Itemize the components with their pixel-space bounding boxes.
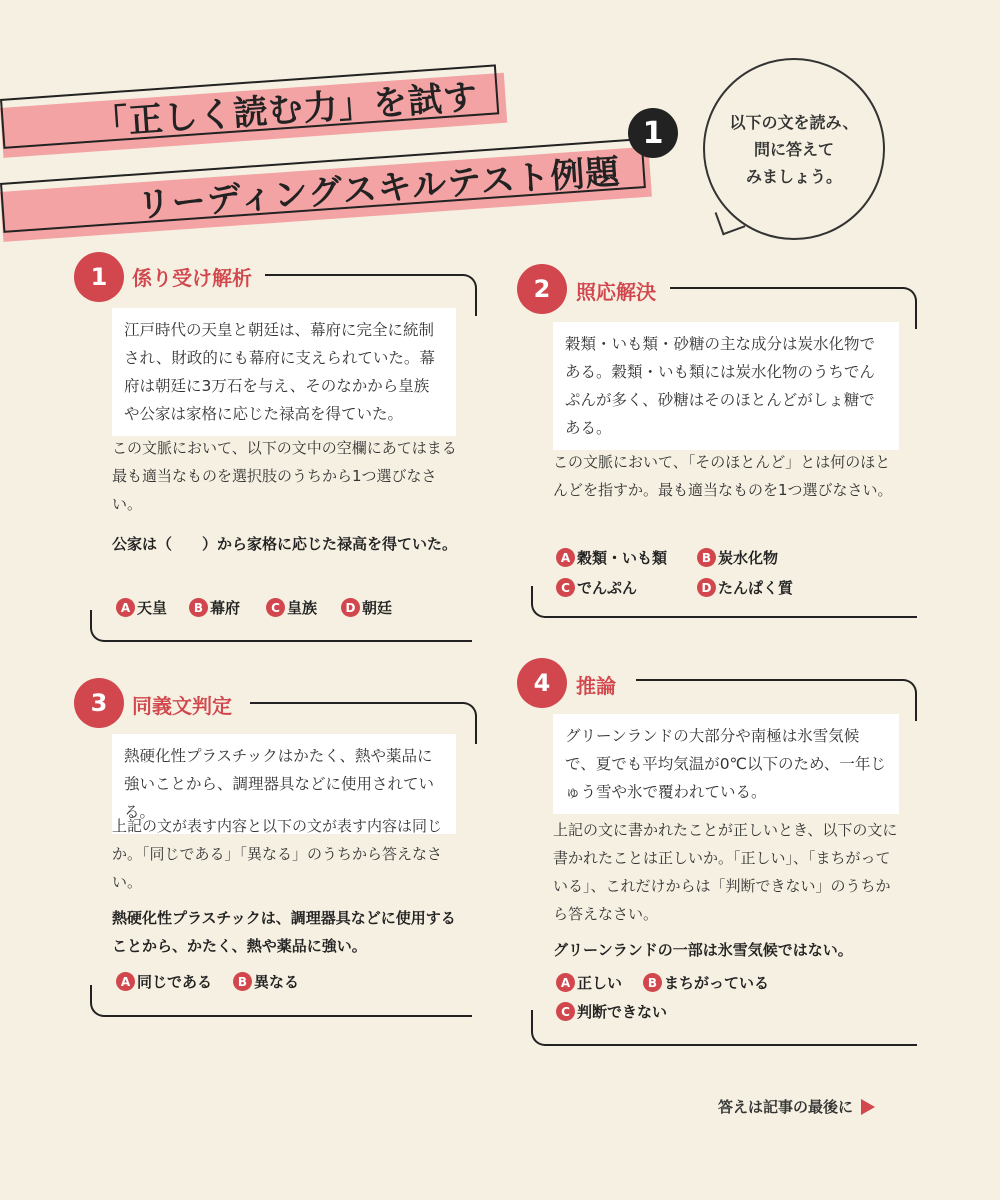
q2-option-d-text: たんぱく質	[718, 579, 794, 597]
q3-statement: 熱硬化性プラスチックは、調理器具などに使用することから、かたく、熱や薬品に強い。	[112, 909, 456, 955]
q1-title: 係り受け解析	[132, 266, 252, 290]
header-line-1: 「正しく読む力」を試す	[92, 77, 480, 144]
q3-option-a-badge: A	[116, 972, 135, 991]
q1-question: この文脈において、以下の文中の空欄にあてはまる最も適当なものを選択肢のうちから1つ選びなさい。	[112, 439, 457, 513]
q1-option-d-text: 朝廷	[362, 599, 393, 617]
q3-option-b-text: 異なる	[254, 973, 300, 991]
q3-option-a-text: 同じである	[137, 973, 213, 991]
q3-number: 3	[74, 678, 124, 728]
q3-option-b[interactable]	[233, 971, 299, 992]
intro-bubble	[703, 58, 885, 240]
q4-option-c[interactable]	[556, 1001, 667, 1022]
q4-option-b-text: まちがっている	[664, 974, 770, 992]
q4-option-b[interactable]	[643, 972, 769, 993]
header-line-2: リーディングスキルテスト例題	[135, 152, 622, 226]
q1-option-b[interactable]	[189, 597, 240, 618]
q2-option-a[interactable]	[556, 547, 667, 568]
q4-question: 上記の文に書かれたことが正しいとき、以下の文に書かれたことは正しいか。「正しい」、「まちがっている」、これだけからは「判断できない」のうちから答えなさい。	[553, 821, 898, 923]
q2-title: 照応解決	[576, 280, 656, 304]
q4-statement: グリーンランドの一部は氷雪気候ではない。	[553, 941, 853, 959]
q4-option-b-badge: B	[643, 973, 662, 992]
q3-title: 同義文判定	[132, 694, 232, 718]
q3-passage: 熱硬化性プラスチックはかたく、熱や薬品に強いことから、調理器具などに使用されている。	[112, 734, 456, 834]
q2-option-b-text: 炭水化物	[718, 549, 779, 567]
q4-option-a-text: 正しい	[577, 974, 623, 992]
q4-passage: グリーンランドの大部分や南極は氷雪気候で、夏でも平均気温が0℃以下のため、一年じゅう雪や氷で覆われている。	[553, 714, 899, 814]
q1-option-b-text: 幕府	[210, 599, 241, 617]
q1-option-c-text: 皇族	[287, 599, 318, 617]
play-arrow-icon	[861, 1099, 875, 1115]
q2-option-c-text: でんぷん	[577, 579, 638, 597]
q3-question: 上記の文が表す内容と以下の文が表す内容は同じか。「同じである」「異なる」のうちから答えなさい。	[112, 817, 443, 891]
q4-option-a[interactable]	[556, 972, 622, 993]
q3-option-a[interactable]	[116, 971, 212, 992]
q2-option-d-badge: D	[697, 578, 716, 597]
q4-option-a-badge: A	[556, 973, 575, 992]
q1-statement: 公家は（ ）から家格に応じた禄高を得ていた。	[112, 535, 458, 553]
q1-option-a-badge: A	[116, 598, 135, 617]
q1-option-a[interactable]	[116, 597, 167, 618]
q1-option-c-badge: C	[266, 598, 285, 617]
q1-option-c[interactable]	[266, 597, 317, 618]
answers-footer-text: 答えは記事の最後に	[718, 1098, 854, 1116]
q2-option-c[interactable]	[556, 577, 637, 598]
q2-option-a-text: 穀類・いも類	[577, 549, 668, 567]
q1-option-b-badge: B	[189, 598, 208, 617]
q2-question: この文脈において、「そのほとんど」とは何のほとんどを指すか。最も適当なものを1つ選びなさい。	[553, 453, 893, 499]
header-number-badge: 1	[628, 108, 678, 158]
q2-passage: 穀類・いも類・砂糖の主な成分は炭水化物である。穀類・いも類には炭水化物のうちでんぷんが多く、砂糖はそのほとんどがしょ糖である。	[553, 322, 899, 450]
q1-option-d[interactable]	[341, 597, 392, 618]
q2-number: 2	[517, 264, 567, 314]
q2-option-b[interactable]	[697, 547, 778, 568]
intro-bubble-text: 以下の文を読み、 問に答えて みましょう。	[729, 112, 859, 186]
q3-option-b-badge: B	[233, 972, 252, 991]
answers-footer-link[interactable]	[718, 1096, 875, 1117]
q4-option-c-badge: C	[556, 1002, 575, 1021]
q1-passage: 江戸時代の天皇と朝廷は、幕府に完全に統制され、財政的にも幕府に支えられていた。幕府は朝廷に3万石を与え、そのなかから皇族や公家は家格に応じた禄高を得ていた。	[112, 308, 456, 436]
q1-option-a-text: 天皇	[137, 599, 168, 617]
q2-option-b-badge: B	[697, 548, 716, 567]
q4-title: 推論	[576, 674, 616, 698]
q4-number: 4	[517, 658, 567, 708]
q1-number: 1	[74, 252, 124, 302]
q2-option-d[interactable]	[697, 577, 793, 598]
q4-option-c-text: 判断できない	[577, 1003, 668, 1021]
q2-option-a-badge: A	[556, 548, 575, 567]
q1-option-d-badge: D	[341, 598, 360, 617]
q2-option-c-badge: C	[556, 578, 575, 597]
